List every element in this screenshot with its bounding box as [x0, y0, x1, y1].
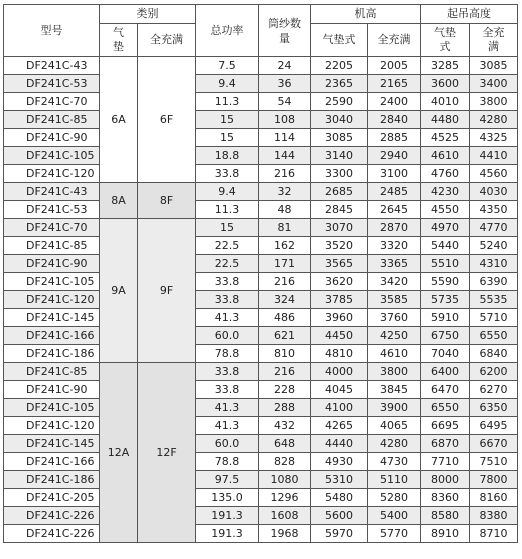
cell-lift-air: 4010: [421, 93, 470, 111]
cell-height-full: 4730: [368, 453, 421, 471]
cell-total-power: 41.3: [196, 417, 259, 435]
table-row: [4, 399, 518, 417]
cell-height-air: 4440: [311, 435, 368, 453]
cell-total-power: 22.5: [196, 255, 259, 273]
cell-bobbin-count: 228: [259, 381, 311, 399]
cell-height-air: 3070: [311, 219, 368, 237]
cell-height-full: 4610: [368, 345, 421, 363]
cell-total-power: 41.3: [196, 309, 259, 327]
cell-lift-air: 7710: [421, 453, 470, 471]
cell-total-power: 97.5: [196, 471, 259, 489]
cell-height-full: 3100: [368, 165, 421, 183]
cell-total-power: 33.8: [196, 165, 259, 183]
cell-lift-full: 4350: [470, 201, 518, 219]
table-row: [4, 507, 518, 525]
cell-lift-air: 6695: [421, 417, 470, 435]
cell-height-full: 2885: [368, 129, 421, 147]
spec-table-container: [3, 4, 518, 543]
cell-total-power: 7.5: [196, 57, 259, 75]
cell-lift-full: 8160: [470, 489, 518, 507]
cell-model: DF241C-166: [4, 327, 100, 345]
cell-model: DF241C-105: [4, 273, 100, 291]
cell-height-air: 2205: [311, 57, 368, 75]
cell-height-air: 4000: [311, 363, 368, 381]
cell-height-air: 2685: [311, 183, 368, 201]
header-category-full: 全充满: [138, 24, 196, 57]
header-bobbin-count: [259, 5, 311, 57]
table-row: [4, 147, 518, 165]
cell-model: DF241C-85: [4, 363, 100, 381]
category-full-type: 12F: [138, 363, 196, 543]
cell-bobbin-count: 288: [259, 399, 311, 417]
cell-total-power: 9.4: [196, 183, 259, 201]
cell-height-air: 3785: [311, 291, 368, 309]
cell-bobbin-count: 810: [259, 345, 311, 363]
cell-lift-full: 3400: [470, 75, 518, 93]
cell-height-full: 2870: [368, 219, 421, 237]
table-row: [4, 75, 518, 93]
table-row: [4, 237, 518, 255]
cell-model: DF241C-105: [4, 147, 100, 165]
cell-model: DF241C-70: [4, 219, 100, 237]
table-header: [4, 5, 518, 57]
cell-height-air: 2845: [311, 201, 368, 219]
table-row: [4, 327, 518, 345]
cell-height-full: 5280: [368, 489, 421, 507]
header-lift-air-text: 气垫 式: [434, 26, 456, 53]
cell-total-power: 191.3: [196, 525, 259, 543]
cell-lift-air: 8360: [421, 489, 470, 507]
cell-bobbin-count: 324: [259, 291, 311, 309]
cell-total-power: 22.5: [196, 237, 259, 255]
cell-lift-full: 4560: [470, 165, 518, 183]
cell-height-air: 3300: [311, 165, 368, 183]
cell-bobbin-count: 81: [259, 219, 311, 237]
cell-lift-full: 4280: [470, 111, 518, 129]
cell-total-power: 9.4: [196, 75, 259, 93]
cell-height-air: 5970: [311, 525, 368, 543]
header-model: 型号: [4, 5, 100, 57]
cell-model: DF241C-226: [4, 507, 100, 525]
cell-bobbin-count: 648: [259, 435, 311, 453]
cell-height-full: 2165: [368, 75, 421, 93]
cell-height-air: 2590: [311, 93, 368, 111]
cell-height-air: 4100: [311, 399, 368, 417]
cell-height-full: 5770: [368, 525, 421, 543]
cell-model: DF241C-53: [4, 201, 100, 219]
cell-lift-full: 3800: [470, 93, 518, 111]
table-row: [4, 435, 518, 453]
cell-height-air: 3140: [311, 147, 368, 165]
category-full-type: 8F: [138, 183, 196, 219]
spec-table: [3, 4, 518, 543]
cell-total-power: 18.8: [196, 147, 259, 165]
cell-height-full: 2005: [368, 57, 421, 75]
cell-model: DF241C-105: [4, 399, 100, 417]
table-row: [4, 255, 518, 273]
cell-height-air: 3085: [311, 129, 368, 147]
cell-height-air: 4045: [311, 381, 368, 399]
cell-lift-air: 6470: [421, 381, 470, 399]
table-row: [4, 309, 518, 327]
cell-lift-full: 8710: [470, 525, 518, 543]
header-lift: 起吊高度: [421, 5, 518, 24]
table-row: [4, 111, 518, 129]
cell-total-power: 41.3: [196, 399, 259, 417]
header-bobbin-count-text: 筒纱数 量: [268, 16, 301, 45]
cell-lift-full: 6670: [470, 435, 518, 453]
cell-bobbin-count: 108: [259, 111, 311, 129]
category-air-type: 6A: [100, 57, 138, 183]
header-lift-full-text: 全充 满: [482, 26, 505, 53]
table-row: [4, 129, 518, 147]
table-row: [4, 345, 518, 363]
cell-model: DF241C-90: [4, 255, 100, 273]
table-row: [4, 291, 518, 309]
cell-bobbin-count: 828: [259, 453, 311, 471]
cell-lift-air: 5590: [421, 273, 470, 291]
table-row: [4, 165, 518, 183]
table-row: [4, 471, 518, 489]
cell-lift-air: 4550: [421, 201, 470, 219]
cell-height-full: 3420: [368, 273, 421, 291]
cell-lift-air: 3285: [421, 57, 470, 75]
cell-total-power: 11.3: [196, 93, 259, 111]
cell-total-power: 78.8: [196, 345, 259, 363]
cell-lift-air: 5735: [421, 291, 470, 309]
cell-height-air: 2365: [311, 75, 368, 93]
table-row: [4, 183, 518, 201]
cell-model: DF241C-120: [4, 417, 100, 435]
table-row: [4, 525, 518, 543]
cell-height-full: 3845: [368, 381, 421, 399]
cell-height-air: 3520: [311, 237, 368, 255]
cell-bobbin-count: 216: [259, 165, 311, 183]
cell-model: DF241C-186: [4, 345, 100, 363]
cell-bobbin-count: 48: [259, 201, 311, 219]
cell-lift-air: 4970: [421, 219, 470, 237]
cell-lift-air: 8000: [421, 471, 470, 489]
table-row: [4, 381, 518, 399]
cell-height-full: 3585: [368, 291, 421, 309]
cell-model: DF241C-53: [4, 75, 100, 93]
cell-model: DF241C-43: [4, 183, 100, 201]
cell-bobbin-count: 1296: [259, 489, 311, 507]
cell-height-full: 2400: [368, 93, 421, 111]
cell-height-air: 4265: [311, 417, 368, 435]
cell-model: DF241C-120: [4, 291, 100, 309]
header-total-power: 总功率: [196, 5, 259, 57]
table-row: [4, 57, 518, 75]
cell-height-air: 5600: [311, 507, 368, 525]
cell-height-air: 4450: [311, 327, 368, 345]
cell-model: DF241C-226: [4, 525, 100, 543]
cell-lift-air: 5440: [421, 237, 470, 255]
table-row: [4, 453, 518, 471]
cell-lift-full: 4770: [470, 219, 518, 237]
cell-height-full: 2940: [368, 147, 421, 165]
cell-height-full: 4065: [368, 417, 421, 435]
cell-height-air: 3040: [311, 111, 368, 129]
cell-total-power: 33.8: [196, 291, 259, 309]
cell-height-full: 3760: [368, 309, 421, 327]
cell-total-power: 191.3: [196, 507, 259, 525]
category-full-type: 9F: [138, 219, 196, 363]
cell-height-full: 3800: [368, 363, 421, 381]
cell-height-full: 4250: [368, 327, 421, 345]
cell-lift-air: 6400: [421, 363, 470, 381]
cell-height-full: 2645: [368, 201, 421, 219]
cell-lift-full: 5240: [470, 237, 518, 255]
cell-lift-full: 3085: [470, 57, 518, 75]
cell-bobbin-count: 1080: [259, 471, 311, 489]
cell-lift-air: 5510: [421, 255, 470, 273]
cell-total-power: 33.8: [196, 381, 259, 399]
cell-height-air: 3565: [311, 255, 368, 273]
cell-lift-air: 3600: [421, 75, 470, 93]
cell-lift-full: 4030: [470, 183, 518, 201]
header-category: 类别: [100, 5, 196, 24]
cell-lift-air: 5910: [421, 309, 470, 327]
cell-height-full: 3365: [368, 255, 421, 273]
cell-total-power: 11.3: [196, 201, 259, 219]
cell-height-full: 4280: [368, 435, 421, 453]
category-air-type: 9A: [100, 219, 138, 363]
cell-bobbin-count: 1608: [259, 507, 311, 525]
cell-bobbin-count: 216: [259, 273, 311, 291]
cell-total-power: 60.0: [196, 435, 259, 453]
cell-height-air: 5310: [311, 471, 368, 489]
cell-height-full: 5400: [368, 507, 421, 525]
cell-lift-air: 4610: [421, 147, 470, 165]
cell-model: DF241C-205: [4, 489, 100, 507]
table-row: [4, 219, 518, 237]
cell-lift-air: 7040: [421, 345, 470, 363]
cell-total-power: 33.8: [196, 273, 259, 291]
cell-lift-full: 6495: [470, 417, 518, 435]
cell-height-air: 3960: [311, 309, 368, 327]
cell-total-power: 15: [196, 111, 259, 129]
cell-lift-full: 6390: [470, 273, 518, 291]
cell-model: DF241C-166: [4, 453, 100, 471]
cell-height-full: 3900: [368, 399, 421, 417]
cell-bobbin-count: 32: [259, 183, 311, 201]
table-row: [4, 489, 518, 507]
cell-lift-full: 6200: [470, 363, 518, 381]
cell-lift-full: 6270: [470, 381, 518, 399]
cell-lift-air: 4480: [421, 111, 470, 129]
category-air-type: 12A: [100, 363, 138, 543]
cell-model: DF241C-85: [4, 111, 100, 129]
cell-lift-full: 8380: [470, 507, 518, 525]
table-row: [4, 93, 518, 111]
cell-bobbin-count: 144: [259, 147, 311, 165]
cell-lift-full: 5535: [470, 291, 518, 309]
cell-total-power: 33.8: [196, 363, 259, 381]
cell-height-full: 2840: [368, 111, 421, 129]
cell-height-full: 3320: [368, 237, 421, 255]
cell-height-full: 2485: [368, 183, 421, 201]
cell-total-power: 78.8: [196, 453, 259, 471]
cell-model: DF241C-186: [4, 471, 100, 489]
cell-bobbin-count: 621: [259, 327, 311, 345]
cell-model: DF241C-70: [4, 93, 100, 111]
table-row: [4, 363, 518, 381]
cell-bobbin-count: 54: [259, 93, 311, 111]
cell-bobbin-count: 486: [259, 309, 311, 327]
cell-lift-air: 6870: [421, 435, 470, 453]
cell-total-power: 15: [196, 219, 259, 237]
header-height-full: 全充满: [368, 24, 421, 57]
cell-bobbin-count: 162: [259, 237, 311, 255]
cell-model: DF241C-145: [4, 435, 100, 453]
cell-bobbin-count: 171: [259, 255, 311, 273]
cell-bobbin-count: 216: [259, 363, 311, 381]
cell-bobbin-count: 432: [259, 417, 311, 435]
table-row: [4, 417, 518, 435]
category-air-type: 8A: [100, 183, 138, 219]
cell-lift-air: 4230: [421, 183, 470, 201]
cell-lift-full: 5710: [470, 309, 518, 327]
cell-lift-full: 6840: [470, 345, 518, 363]
cell-lift-full: 6550: [470, 327, 518, 345]
cell-total-power: 60.0: [196, 327, 259, 345]
cell-lift-full: 4325: [470, 129, 518, 147]
cell-model: DF241C-90: [4, 129, 100, 147]
cell-model: DF241C-90: [4, 381, 100, 399]
cell-lift-full: 4410: [470, 147, 518, 165]
header-height-air: 气垫式: [311, 24, 368, 57]
cell-height-air: 3620: [311, 273, 368, 291]
cell-height-full: 5110: [368, 471, 421, 489]
header-lift-air: [421, 24, 470, 57]
cell-total-power: 135.0: [196, 489, 259, 507]
cell-model: DF241C-85: [4, 237, 100, 255]
cell-lift-air: 4525: [421, 129, 470, 147]
cell-bobbin-count: 114: [259, 129, 311, 147]
cell-lift-air: 8580: [421, 507, 470, 525]
cell-lift-air: 4760: [421, 165, 470, 183]
cell-bobbin-count: 36: [259, 75, 311, 93]
cell-bobbin-count: 1968: [259, 525, 311, 543]
cell-model: DF241C-145: [4, 309, 100, 327]
header-height: 机高: [311, 5, 421, 24]
cell-lift-full: 7510: [470, 453, 518, 471]
header-lift-full: [470, 24, 518, 57]
table-body: [4, 57, 518, 543]
cell-height-air: 5480: [311, 489, 368, 507]
cell-lift-full: 4310: [470, 255, 518, 273]
cell-model: DF241C-120: [4, 165, 100, 183]
cell-height-air: 4930: [311, 453, 368, 471]
cell-lift-full: 7800: [470, 471, 518, 489]
cell-total-power: 15: [196, 129, 259, 147]
cell-lift-air: 6550: [421, 399, 470, 417]
header-category-air-text: 气 垫: [113, 26, 124, 53]
cell-lift-air: 8910: [421, 525, 470, 543]
table-row: [4, 273, 518, 291]
cell-bobbin-count: 24: [259, 57, 311, 75]
table-row: [4, 201, 518, 219]
category-full-type: 6F: [138, 57, 196, 183]
cell-lift-full: 6350: [470, 399, 518, 417]
header-category-air: [100, 24, 138, 57]
cell-model: DF241C-43: [4, 57, 100, 75]
cell-height-air: 4810: [311, 345, 368, 363]
cell-lift-air: 6750: [421, 327, 470, 345]
